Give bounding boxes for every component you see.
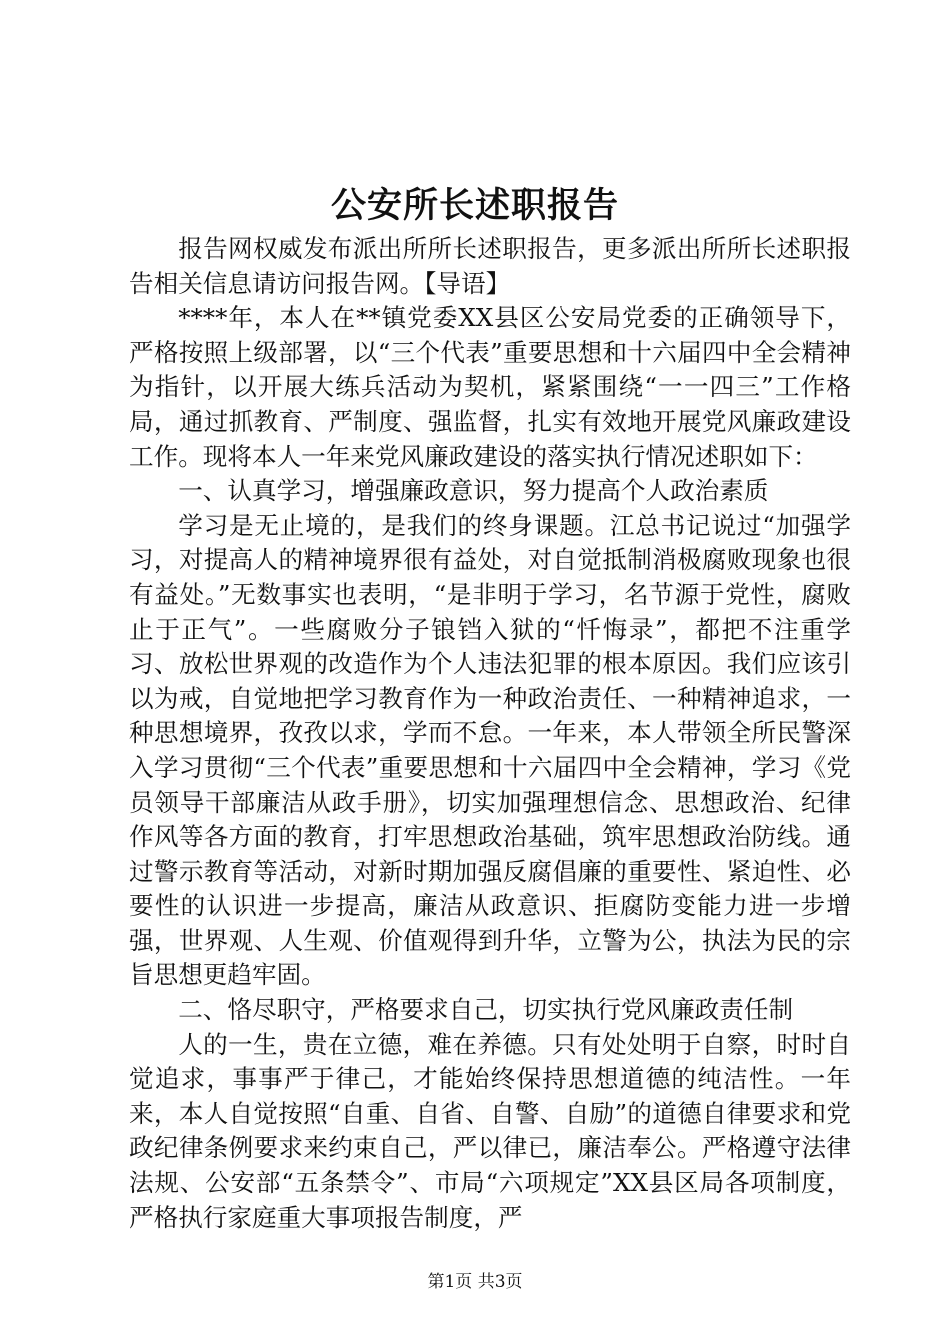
page-number-footer: 第1页 共3页 <box>427 1272 523 1292</box>
section-heading-1: 一、认真学习，增强廉政意识，努力提高个人政治素质 <box>178 476 769 506</box>
intro-paragraph: 报告网权威发布派出所所长述职报告，更多派出所所长述职报告相关信息请访问报告网。【导语】 <box>129 234 851 298</box>
section-2-paragraph: 人的一生，贵在立德，难在养德。只有处处明于自察，时时自觉追求，事事严于律己，才能始终保持思想道德的纯洁性。一年来，本人自觉按照“自重、自省、自警、自励”的道德自律要求和党政纪律条例要求来约束自己，严以律已，廉洁奉公。严格遵守法律法规、公安部“五条禁令”、市局“六项规定”XX县区局各项制度，严格执行家庭重大事项报告制度，严 <box>129 1029 851 1232</box>
section-heading-2: 二、恪尽职守，严格要求自己，切实执行党风廉政责任制 <box>178 995 794 1025</box>
document-title: 公安所长述职报告 <box>330 185 619 226</box>
section-1-paragraph: 学习是无止境的，是我们的终身课题。江总书记说过“加强学习，对提高人的精神境界很有益处，对自觉抵制消极腐败现象也很有益处。”无数事实也表明，“是非明于学习，名节源于党性，腐败止于正气”。一些腐败分子锒铛入狱的“忏悔录”，都把不注重学习、放松世界观的改造作为个人违法犯罪的根本原因。我们应该引以为戒，自觉地把学习教育作为一种政治责任、一种精神追求，一种思想境界，孜孜以求，学而不怠。一年来，本人带领全所民警深入学习贯彻“三个代表”重要思想和十六届四中全会精神，学习《党员领导干部廉洁从政手册》，切实加强理想信念、思想政治、纪律作风等各方面的教育，打牢思想政治基础，筑牢思想政治防线。通过警示教育等活动，对新时期加强反腐倡廉的重要性、紧迫性、必要性的认识进一步提高，廉洁从政意识、拒腐防变能力进一步增强，世界观、人生观、价值观得到升华，立警为公，执法为民的宗旨思想更趋牢固。 <box>129 510 851 990</box>
opening-paragraph: ****年，本人在**镇党委XX县区公安局党委的正确领导下，严格按照上级部署，以“三个代表”重要思想和十六届四中全会精神为指针，以开展大练兵活动为契机，紧紧围绕“一一四三”工作格局，通过抓教育、严制度、强监督，扎实有效地开展党风廉政建设工作。现将本人一年来党风廉政建设的落实执行情况述职如下： <box>129 303 851 471</box>
document-body <box>129 232 851 1235</box>
